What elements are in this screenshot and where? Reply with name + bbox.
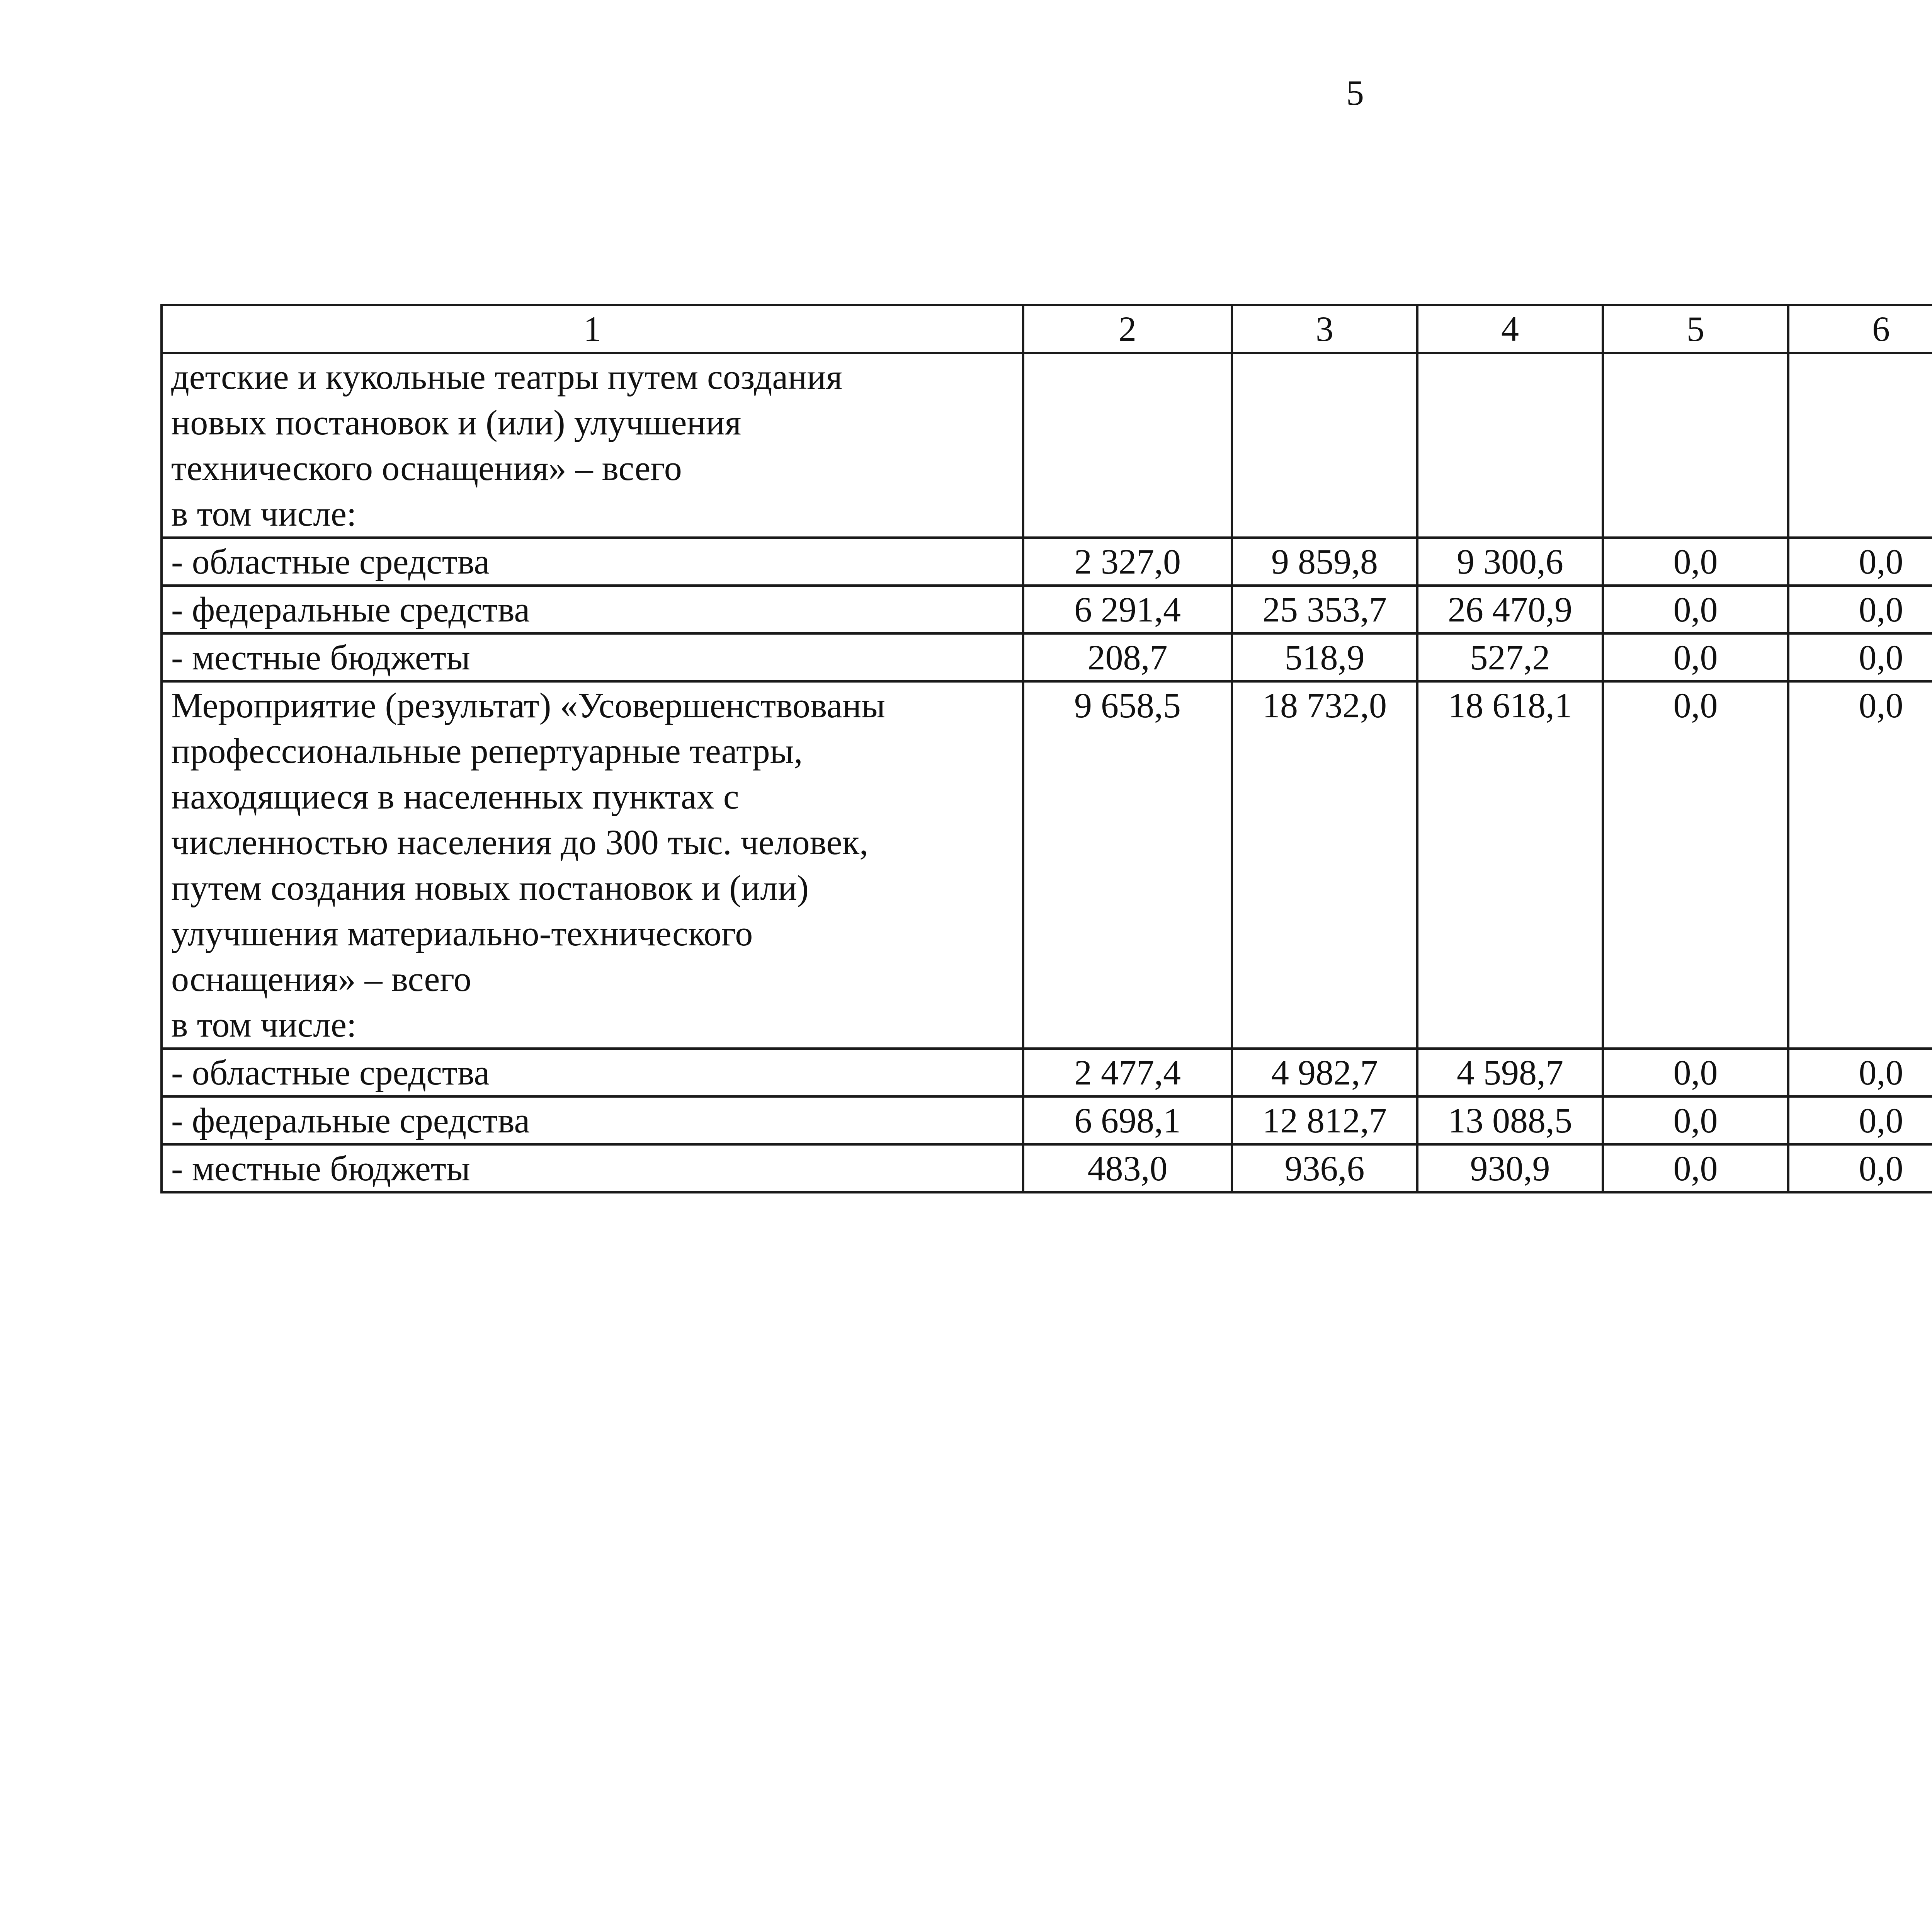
cell-value [1232,353,1417,538]
cell-value: 0,0 [1603,1049,1788,1096]
column-header: 1 [162,305,1023,353]
table-row [162,353,1932,538]
cell-value: 18 618,1 [1417,681,1603,1049]
table-row [162,633,1932,681]
row-label: - федеральные средства [162,1096,1023,1144]
cell-value: 936,6 [1232,1144,1417,1192]
cell-value: 6 291,4 [1023,586,1232,633]
table-row [162,538,1932,586]
cell-value: 2 327,0 [1023,538,1232,586]
cell-value: 12 812,7 [1232,1096,1417,1144]
table-row [162,586,1932,633]
cell-value: 0,0 [1788,681,1932,1049]
row-label: Мероприятие (результат) «Усовершенствованы профессиональные репертуарные театры, находящиеся в населенных пунктах с численностью населения до 300 тыс. человек, путем создания новых постановок и (или) улучшения материально-технического оснащения» – всего в том числе: [162,681,1023,1049]
cell-value: 0,0 [1788,633,1932,681]
column-header: 6 [1788,305,1932,353]
table-row [162,681,1932,1049]
cell-value: 0,0 [1788,1096,1932,1144]
header-row [162,305,1932,353]
cell-value: 0,0 [1603,586,1788,633]
cell-value: 13 088,5 [1417,1096,1603,1144]
cell-value: 0,0 [1788,586,1932,633]
cell-value [1788,353,1932,538]
column-header: 2 [1023,305,1232,353]
cell-value: 18 732,0 [1232,681,1417,1049]
page-number: 5 [1346,73,1364,112]
table-row [162,1144,1932,1192]
cell-value [1417,353,1603,538]
cell-value [1603,353,1788,538]
cell-value: 4 982,7 [1232,1049,1417,1096]
cell-value: 0,0 [1788,1049,1932,1096]
row-label: - областные средства [162,538,1023,586]
table-row [162,1096,1932,1144]
column-header: 5 [1603,305,1788,353]
cell-value: 9 859,8 [1232,538,1417,586]
cell-value: 518,9 [1232,633,1417,681]
cell-value: 0,0 [1788,538,1932,586]
cell-value: 930,9 [1417,1144,1603,1192]
row-label: - федеральные средства [162,586,1023,633]
cell-value: 25 353,7 [1232,586,1417,633]
cell-value: 0,0 [1603,538,1788,586]
row-label: детские и кукольные театры путем создания новых постановок и (или) улучшения технического оснащения» – всего в том числе: [162,353,1023,538]
cell-value: 2 477,4 [1023,1049,1232,1096]
cell-value: 483,0 [1023,1144,1232,1192]
cell-value: 208,7 [1023,633,1232,681]
row-label: - местные бюджеты [162,1144,1023,1192]
budget-table [160,304,1932,1193]
cell-value [1023,353,1232,538]
cell-value: 9 300,6 [1417,538,1603,586]
cell-value: 0,0 [1603,681,1788,1049]
cell-value: 4 598,7 [1417,1049,1603,1096]
cell-value: 0,0 [1788,1144,1932,1192]
column-header: 3 [1232,305,1417,353]
cell-value: 0,0 [1603,1144,1788,1192]
row-label: - областные средства [162,1049,1023,1096]
cell-value: 6 698,1 [1023,1096,1232,1144]
column-header: 4 [1417,305,1603,353]
cell-value: 527,2 [1417,633,1603,681]
cell-value: 26 470,9 [1417,586,1603,633]
table-row [162,1049,1932,1096]
cell-value: 9 658,5 [1023,681,1232,1049]
cell-value: 0,0 [1603,1096,1788,1144]
cell-value: 0,0 [1603,633,1788,681]
row-label: - местные бюджеты [162,633,1023,681]
